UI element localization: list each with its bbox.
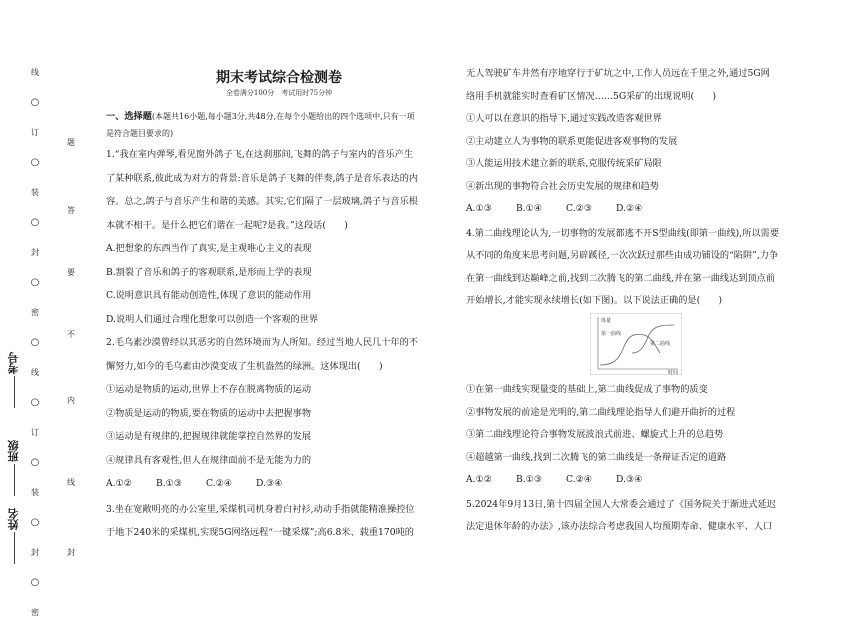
question-text-line: ④新出现的事物符合社会历史发展的规律和趋势 — [466, 180, 659, 192]
question-text-line: 络用手机就能实时查看矿区情况……5G采矿的出现说明( ) — [466, 90, 717, 102]
question-text-line: 在第一曲线到达巅峰之前,找到二次腾飞的第二曲线,并在第一曲线达到顶点前 — [466, 272, 776, 284]
question-4-options — [466, 474, 666, 486]
question-text-line: 5.2024年9月13日,第十四届全国人大常委会通过了《国务院关于渐进式延迟 — [466, 498, 776, 510]
question-text-line: ③人能运用技术建立新的联系,克服传统采矿局限 — [466, 158, 662, 169]
binding-mark: 装 — [31, 188, 39, 197]
axis-y-label: 体量 — [601, 318, 612, 324]
question-text-line: ②事物发展的前途是光明的,第二曲线理论指导人们避开曲折的过程 — [466, 406, 736, 418]
question-text-line: 法定退休年龄的办法》,该办法综合考虑我国人均预期寿命、健康水平、人口 — [466, 521, 773, 532]
binding-mark: 线 — [31, 68, 39, 77]
question-text-line: ④规律具有客观性,但人在规律面前不是无能为力的 — [106, 454, 312, 466]
curve1-label: 第一曲线 — [601, 331, 622, 337]
section-title: 一、选择题 — [106, 111, 152, 122]
answer-option: C.②④ — [566, 474, 593, 485]
section-heading — [106, 111, 415, 123]
question-text-line: D.说明人们通过合理化想象可以创造一个客观的世界 — [106, 313, 319, 325]
answer-option: B.①④ — [516, 203, 543, 214]
exam-title: 期末考试综合检测卷 — [216, 70, 342, 86]
binding-instruction-char: 封 — [67, 548, 75, 557]
binding-hole-icon: ○ — [30, 217, 40, 228]
binding-mark: 密 — [31, 308, 39, 317]
question-text-line: ①运动是物质的运动,世界上不存在脱离物质的运动 — [106, 384, 312, 395]
question-text-line: ②主动建立人为事物的联系更能促进客观事物的发展 — [466, 135, 678, 147]
question-text-line: 懈努力,如今的毛乌素由沙漠变成了生机盎然的绿洲。这体现出( ) — [106, 360, 383, 372]
question-text-line: ①人可以在意识的指导下,通过实践改造客观世界 — [466, 113, 662, 124]
answer-option: B.①③ — [516, 474, 543, 485]
question-text-line: B.割裂了音乐和鸽子的客观联系,是形而上学的表现 — [106, 266, 312, 278]
outer-binding-rail — [28, 0, 42, 617]
question-text-line: 本就不相干。是什么把它们谐在一起呢?是我。”这段话( ) — [106, 219, 348, 231]
axis-x-label: 时间 — [668, 370, 679, 375]
binding-hole-icon: ○ — [30, 577, 40, 588]
answer-option: A.①③ — [466, 203, 493, 214]
answer-option: D.②④ — [616, 203, 643, 214]
binding-instruction-char: 线 — [67, 478, 75, 487]
binding-hole-icon: ○ — [30, 517, 40, 528]
question-text-line: A.把想象的东西当作了真实,是主观唯心主义的表现 — [106, 243, 312, 254]
name-label — [6, 508, 22, 564]
question-text-line: ②物质是运动的物质,要在物质的运动中去把握事物 — [106, 407, 312, 419]
question-text-line: 无人驾驶矿车井然有序地穿行于矿坑之中,工作人员远在千里之外,通过5G网 — [466, 68, 770, 79]
curve2-label: 第二曲线 — [650, 341, 671, 347]
binding-instruction-char: 答 — [67, 206, 75, 215]
binding-instruction-char: 不 — [67, 330, 75, 339]
binding-mark: 封 — [31, 248, 39, 257]
binding-hole-icon: ○ — [30, 397, 40, 408]
exam-number-text: 考号 — [7, 352, 20, 374]
binding-hole-icon: ○ — [30, 457, 40, 468]
question-3-options — [466, 203, 666, 215]
question-text-line: ①在第一曲线实现量变的基础上,第二曲线促成了事物的质变 — [466, 384, 708, 395]
binding-instruction-char: 要 — [67, 268, 75, 277]
inner-binding-rail — [64, 0, 78, 608]
question-text-line: 开始增长,才能实现永续增长(如下图)。以下说法正确的是( ) — [466, 295, 723, 306]
binding-hole-icon: ○ — [30, 157, 40, 168]
question-text-line: ④超越第一曲线,找到二次腾飞的第二曲线是一条辩证否定的道路 — [466, 451, 727, 463]
binding-mark: 密 — [31, 608, 39, 617]
class-blank — [14, 464, 15, 496]
section-note: (本题共16小题,每小题3分,共48分,在每个小题给出的四个选项中,只有一项 — [151, 112, 415, 121]
binding-mark: 线 — [31, 368, 39, 377]
second-curve-figure — [590, 313, 682, 375]
exam-number-blank — [14, 376, 15, 408]
question-text-line: ③第二曲线理论符合事物发展波浪式前进、螺旋式上升的总趋势 — [466, 429, 724, 440]
binding-mark: 订 — [31, 128, 39, 137]
question-text-line: 了某种联系,彼此成为对方的背景:音乐是鸽子飞舞的伴奏,鸽子是音乐表达的内 — [106, 172, 419, 184]
answer-option: D.③④ — [616, 474, 643, 485]
exam-number-label — [6, 352, 22, 408]
class-label — [6, 440, 22, 496]
binding-margin — [0, 0, 120, 617]
question-text-line: 3.坐在宽敞明亮的办公室里,采煤机司机身着白衬衫,动动手指就能精准操控位 — [106, 503, 415, 515]
binding-hole-icon: ○ — [30, 97, 40, 108]
binding-hole-icon: ○ — [30, 277, 40, 288]
name-text: 姓名 — [7, 508, 20, 530]
second-curve-chart — [590, 313, 682, 375]
question-text-line: ③运动是有规律的,把握规律就能掌控自然界的发展 — [106, 431, 312, 442]
question-text-line: 容。总之,鸽子与音乐产生和谐的美感。其实,它们隔了一层玻璃,鸽子与音乐根 — [106, 196, 418, 207]
binding-mark: 封 — [31, 548, 39, 557]
binding-mark: 订 — [31, 428, 39, 437]
question-text-line: 从不同的角度来思考问题,另辟蹊径,一次次跃过那些由成功铺设的“陷阱”,力争 — [466, 250, 779, 261]
question-text-line: 2.毛乌素沙漠曾经以其恶劣的自然环境而为人所知。经过当地人民几十年的不 — [106, 337, 418, 348]
answer-option: C.②④ — [206, 478, 233, 489]
question-text-line: C.说明意识具有能动创造性,体现了意识的能动作用 — [106, 290, 312, 301]
question-text-line: 于地下240米的采煤机,实现5G网络远程“一键采煤”;高6.8米、载重170吨的 — [106, 527, 414, 538]
exam-meta: 全卷满分100分 考试用时75分钟 — [225, 89, 333, 97]
name-blank — [14, 532, 15, 564]
class-text: 班级 — [7, 440, 20, 462]
binding-instruction-char: 内 — [67, 396, 75, 405]
section-note-cont: 是符合题目要求的) — [106, 129, 174, 138]
answer-option: A.①② — [106, 478, 133, 489]
question-text-line: 4.第二曲线理论认为,一切事物的发展都逃不开S型曲线(即第一曲线),所以需要 — [466, 227, 779, 239]
answer-option: D.③④ — [256, 478, 283, 489]
answer-option: B.①③ — [156, 478, 183, 489]
binding-hole-icon: ○ — [30, 337, 40, 348]
binding-mark: 装 — [31, 488, 39, 497]
binding-instruction-char: 题 — [67, 138, 75, 147]
answer-option: C.②③ — [566, 203, 593, 214]
question-2-options — [106, 478, 306, 490]
question-text-line: 1.“我在室内弹琴,看见窗外鸽子飞,在这刹那间,飞舞的鸽子与室内的音乐产生 — [106, 149, 414, 160]
answer-option: A.①② — [466, 474, 493, 485]
